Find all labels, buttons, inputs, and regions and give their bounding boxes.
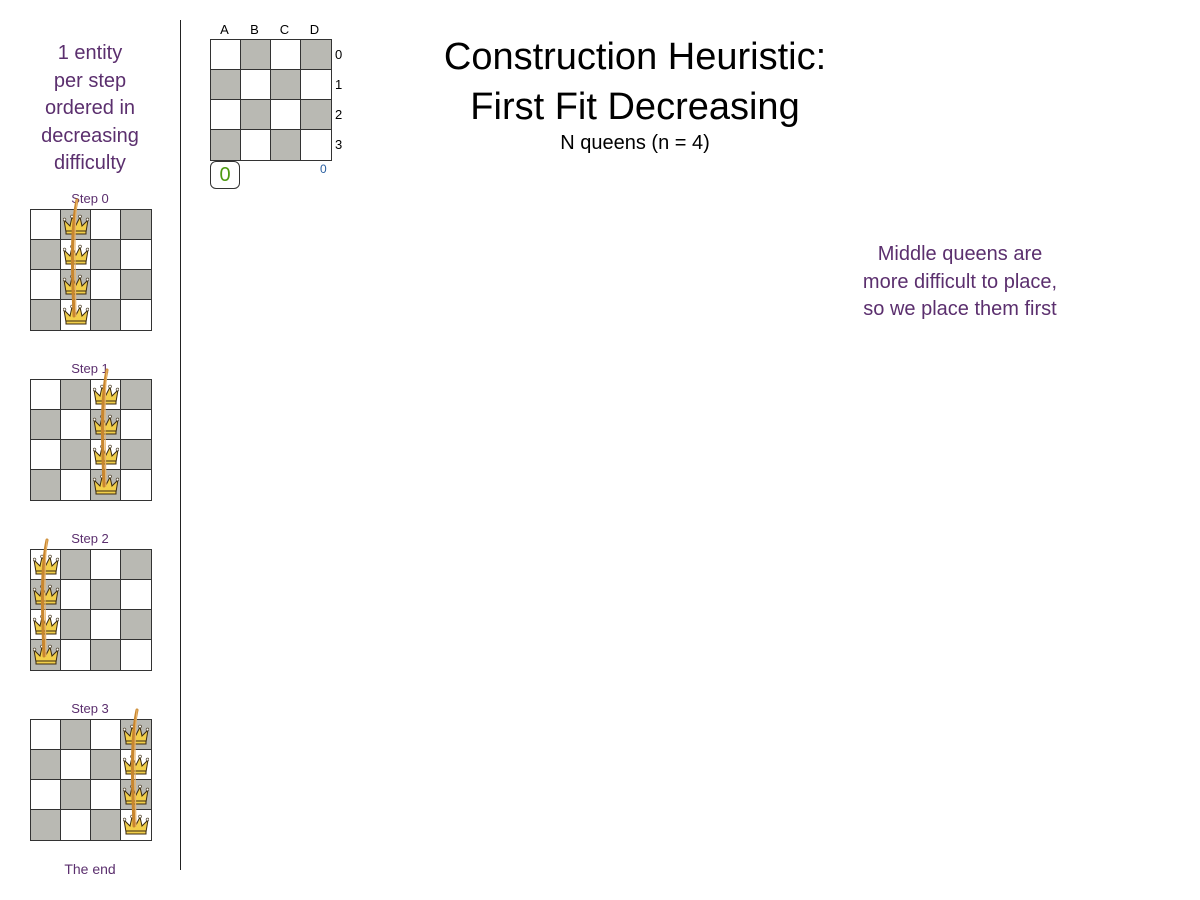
board-square (91, 210, 121, 240)
board-square (241, 130, 271, 160)
board-square (211, 40, 241, 70)
board-square (301, 70, 331, 100)
move-arrow-icon (95, 368, 115, 498)
score-small-label: 0 (320, 162, 327, 176)
intro-text (20, 40, 160, 178)
board-square (61, 380, 91, 410)
board-square (121, 610, 151, 640)
step-board-1 (30, 379, 152, 501)
board-square (271, 70, 301, 100)
intro-line: difficulty (54, 152, 126, 174)
board-square (61, 410, 91, 440)
intro-line: per step (53, 69, 127, 92)
board-square (121, 380, 151, 410)
step-board-2 (30, 549, 152, 671)
board-square (91, 750, 121, 780)
board-square (211, 130, 241, 160)
board-square (241, 70, 271, 100)
board-square (211, 70, 241, 100)
board-square (301, 40, 331, 70)
board-square (241, 40, 271, 70)
board-square (301, 100, 331, 130)
board-square (121, 640, 151, 670)
vertical-divider (180, 20, 181, 870)
board-square (31, 750, 61, 780)
board-square (31, 300, 61, 330)
note-line: Middle queens are (877, 243, 1043, 265)
board-square (91, 240, 121, 270)
board-square (31, 240, 61, 270)
explanation-note (830, 241, 1090, 324)
board-square (61, 750, 91, 780)
board-square (91, 550, 121, 580)
column-header-c: C (279, 22, 291, 37)
note-line: so we place them first (863, 298, 1057, 320)
board-square (121, 580, 151, 610)
board-square (61, 610, 91, 640)
board-square (91, 640, 121, 670)
board-square (91, 580, 121, 610)
board-square (31, 810, 61, 840)
board-square (91, 780, 121, 810)
board-square (121, 210, 151, 240)
board-square (121, 240, 151, 270)
row-header-3: 3 (335, 137, 343, 152)
step-label-0: Step 0 (71, 191, 109, 206)
board-square (61, 580, 91, 610)
move-arrow-icon (65, 198, 85, 328)
board-square (61, 720, 91, 750)
board-square (31, 410, 61, 440)
board-square (271, 100, 301, 130)
page-title (420, 32, 850, 132)
board-square (31, 210, 61, 240)
step-board-0 (30, 209, 152, 331)
board-square (61, 640, 91, 670)
board-square (31, 470, 61, 500)
board-square (91, 270, 121, 300)
board-square (31, 380, 61, 410)
step-board-3 (30, 719, 152, 841)
step-label-3: Step 3 (71, 701, 109, 716)
score-badge: 0 (210, 161, 240, 189)
board-square (241, 100, 271, 130)
note-line: more difficult to place, (862, 270, 1058, 293)
column-header-b: B (250, 22, 260, 37)
board-square (61, 440, 91, 470)
board-square (91, 720, 121, 750)
move-arrow-icon (35, 538, 55, 668)
row-header-2: 2 (335, 107, 343, 122)
title-line: Construction Heuristic: (443, 36, 827, 78)
intro-line: decreasing (41, 124, 139, 147)
board-square (121, 440, 151, 470)
row-header-0: 0 (335, 47, 343, 62)
board-square (121, 470, 151, 500)
board-square (121, 300, 151, 330)
board-square (61, 810, 91, 840)
subtitle: N queens (n = 4) (560, 132, 710, 154)
row-header-1: 1 (335, 77, 343, 92)
board-square (271, 40, 301, 70)
end-label: The end (64, 861, 116, 877)
move-arrow-icon (125, 708, 145, 838)
step-label-1: Step 1 (71, 361, 109, 376)
board-square (91, 810, 121, 840)
board-square (31, 270, 61, 300)
board-square (301, 130, 331, 160)
title-line: First Fit Decreasing (470, 86, 800, 128)
board-square (31, 780, 61, 810)
step-label-2: Step 2 (71, 531, 109, 546)
board-square (211, 100, 241, 130)
board-square (91, 300, 121, 330)
main-board (210, 39, 332, 161)
board-square (121, 410, 151, 440)
board-square (271, 130, 301, 160)
board-square (61, 550, 91, 580)
board-square (61, 780, 91, 810)
column-header-a: A (220, 22, 230, 37)
board-square (31, 440, 61, 470)
board-square (91, 610, 121, 640)
board-square (31, 720, 61, 750)
intro-line: 1 entity (57, 42, 123, 64)
board-square (121, 550, 151, 580)
column-header-d: D (309, 22, 321, 37)
intro-line: ordered in (44, 97, 136, 119)
board-square (121, 270, 151, 300)
board-square (61, 470, 91, 500)
